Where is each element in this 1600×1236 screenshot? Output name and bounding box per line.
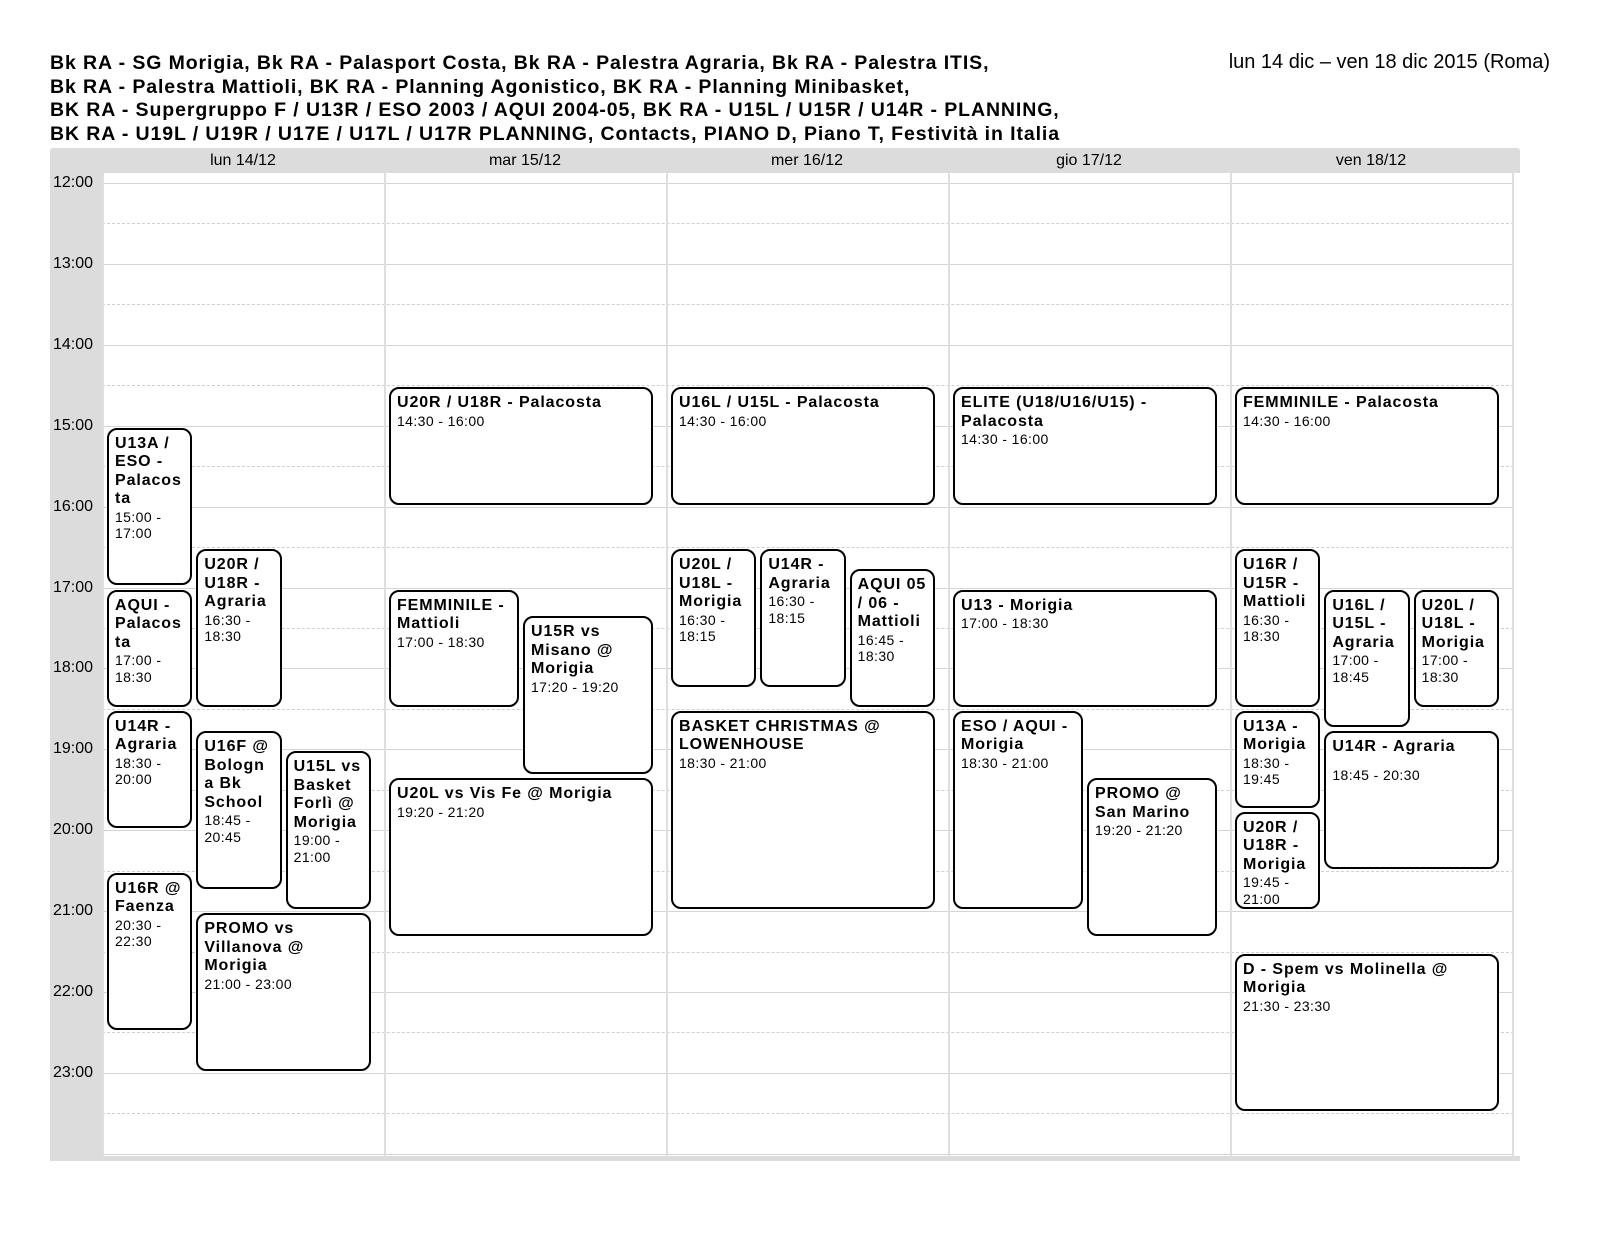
calendar-event[interactable]: [196, 731, 281, 889]
event-time: 16:30 - 18:30: [204, 611, 251, 645]
event-title: U15L vs Basket Forlì @ Morigia: [293, 758, 362, 831]
calendar-event[interactable]: [1235, 711, 1320, 808]
half-hour-line: [102, 385, 1514, 386]
calendar-event[interactable]: [1414, 590, 1499, 707]
event-time: 16:45 - 18:30: [857, 631, 905, 665]
calendar-event[interactable]: [953, 387, 1217, 504]
event-time: 18:45 - 20:45: [204, 812, 251, 845]
event-time: 19:00 - 21:00: [293, 832, 341, 865]
hour-label: 15:00: [53, 416, 94, 434]
calendar-event[interactable]: [1235, 387, 1499, 504]
event-title: FEMMINILE - Mattioli: [397, 596, 505, 632]
event-time: 16:30 - 18:30: [1243, 611, 1290, 645]
day-column-divider: [1512, 173, 1514, 1158]
hour-line: [102, 345, 1514, 346]
event-time: 14:30 - 16:00: [397, 412, 485, 429]
calendar-event[interactable]: [671, 711, 935, 909]
calendar-event[interactable]: [671, 387, 935, 504]
event-time: 21:00 - 23:00: [204, 975, 293, 992]
day-column-divider: [1230, 173, 1232, 1158]
day-header[interactable]: gio 17/12: [1056, 152, 1122, 169]
hour-label: 22:00: [53, 983, 94, 1000]
header-title-line: Bk RA - Palestra Mattioli, BK RA - Planning Agonistico, BK RA - Planning Minibasket,: [50, 75, 911, 98]
day-header[interactable]: mar 15/12: [488, 152, 562, 169]
hour-line: [102, 1154, 1514, 1155]
event-title: U20L / U18L - Morigia: [1421, 596, 1485, 651]
event-time: 18:30 - 19:45: [1243, 754, 1290, 788]
hour-label: 14:00: [53, 335, 94, 353]
calendar-event[interactable]: [286, 751, 371, 909]
half-hour-line: [102, 547, 1514, 548]
event-title: ELITE (U18/U16/U15) - Palacosta: [961, 394, 1148, 430]
event-title: U16R / U15R - Mattioli: [1243, 556, 1307, 611]
event-time: 21:30 - 23:30: [1243, 997, 1331, 1014]
calendar-event[interactable]: [1235, 954, 1499, 1112]
header-title-line: BK RA - Supergruppo F / U13R / ESO 2003 / AQUI 2004-05, BK RA - U15L / U15R / U14R - PLANNING,: [50, 99, 1060, 121]
event-title: U14R - Agraria: [768, 556, 831, 592]
hour-label: 21:00: [53, 902, 94, 920]
event-title: AQUI - Palacosta: [115, 596, 182, 651]
calendar-event[interactable]: [1235, 549, 1320, 707]
event-time: 17:00 - 18:30: [115, 652, 162, 685]
hour-label: 16:00: [53, 497, 94, 515]
event-title: U14R - Agraria: [115, 717, 178, 754]
half-hour-line: [102, 304, 1514, 305]
event-time: 19:20 - 21:20: [1095, 822, 1183, 839]
event-time: 17:20 - 19:20: [531, 678, 619, 695]
calendar-event[interactable]: [1087, 778, 1217, 936]
event-time: 15:00 - 17:00: [115, 508, 162, 542]
day-column-divider: [948, 173, 950, 1158]
event-title: U20R / U18R - Morigia: [1243, 818, 1307, 873]
event-title: U13 - Morigia: [961, 596, 1074, 614]
event-time: 14:30 - 16:00: [961, 431, 1049, 448]
event-title: BASKET CHRISTMAS @ LOWENHOUSE: [679, 717, 881, 754]
calendar-event[interactable]: [1324, 731, 1499, 869]
event-time: 18:30 - 21:00: [961, 754, 1049, 771]
event-time: 17:00 - 18:45: [1332, 652, 1379, 685]
calendar-event[interactable]: [107, 590, 192, 707]
event-time: 17:00 - 18:30: [1421, 652, 1469, 685]
hour-label: 20:00: [53, 821, 94, 839]
hour-label: 12:00: [53, 174, 94, 191]
hour-label: 19:00: [53, 740, 94, 758]
calendar-event[interactable]: [389, 387, 653, 504]
event-title: U20L vs Vis Fe @ Morigia: [397, 785, 613, 803]
event-time: 20:30 - 22:30: [115, 916, 162, 950]
event-title: U14R - Agraria: [1332, 738, 1456, 756]
hour-label: 13:00: [53, 254, 94, 272]
hour-label: 17:00: [53, 578, 94, 596]
calendar-event[interactable]: [107, 873, 192, 1031]
calendar-event[interactable]: [107, 428, 192, 586]
event-title: U16R @ Faenza: [115, 879, 182, 916]
event-title: PROMO @ San Marino: [1095, 785, 1191, 821]
event-title: ESO / AQUI - Morigia: [961, 717, 1069, 754]
header-title: [50, 52, 1160, 146]
event-title: U13A - Morigia: [1243, 717, 1307, 754]
hour-line: [102, 183, 1514, 184]
event-title: PROMO vs Villanova @ Morigia: [204, 920, 305, 975]
header-title-line: BK RA - U19L / U19R / U17E / U17L / U17R PLANNING, Contacts, PIANO D, Piano T, Festività in Italia: [50, 122, 1060, 145]
calendar-event[interactable]: [107, 711, 192, 828]
hour-line: [102, 911, 1514, 912]
day-header[interactable]: ven 18/12: [1335, 152, 1407, 169]
hour-label: 23:00: [53, 1063, 94, 1081]
event-title: U15R vs Misano @ Morigia: [531, 623, 614, 678]
event-title: FEMMINILE - Palacosta: [1243, 394, 1439, 412]
event-time: 16:30 - 18:15: [679, 611, 726, 645]
event-title: U20R / U18R - Agraria: [204, 556, 267, 611]
calendar-event[interactable]: [671, 549, 756, 687]
event-time: 19:45 - 21:00: [1243, 874, 1290, 907]
date-range: lun 14 dic – ven 18 dic 2015 (Roma): [1228, 51, 1550, 73]
grid-bottom-bar: [50, 1156, 1520, 1161]
day-header-row: [50, 148, 1520, 173]
event-title: U20L / U18L - Morigia: [679, 556, 743, 611]
calendar-event[interactable]: [196, 913, 371, 1071]
event-time: 16:30 - 18:15: [768, 593, 815, 626]
event-time: 17:00 - 18:30: [397, 633, 485, 650]
event-title: D - Spem vs Molinella @ Morigia: [1243, 960, 1449, 997]
event-title: U16L / U15L - Palacosta: [679, 394, 880, 412]
calendar-event[interactable]: [196, 549, 281, 707]
hour-line: [102, 507, 1514, 508]
day-column-divider: [384, 173, 386, 1158]
calendar-grid: [50, 148, 1520, 1162]
event-title: AQUI 05 / 06 - Mattioli: [857, 576, 927, 631]
calendar-event[interactable]: [523, 616, 653, 774]
day-header[interactable]: lun 14/12: [210, 152, 276, 169]
calendar-event[interactable]: [760, 549, 845, 687]
event-time: 14:30 - 16:00: [1243, 412, 1331, 429]
day-column-divider: [102, 173, 104, 1158]
event-time: 18:30 - 21:00: [679, 754, 767, 771]
header-title-line: Bk RA - SG Morigia, Bk RA - Palasport Costa, Bk RA - Palestra Agraria, Bk RA - Palestra ITIS,: [50, 52, 990, 74]
calendar-event[interactable]: [1324, 590, 1409, 728]
day-column-divider: [666, 173, 668, 1158]
calendar-event[interactable]: [953, 590, 1217, 707]
day-header[interactable]: mer 16/12: [770, 152, 844, 169]
hour-label: 18:00: [53, 659, 94, 677]
calendar-event[interactable]: [389, 778, 653, 936]
event-time: 17:00 - 18:30: [961, 615, 1049, 631]
half-hour-line: [102, 1113, 1514, 1114]
calendar-event[interactable]: [1235, 812, 1320, 909]
event-time: 14:30 - 16:00: [679, 412, 767, 429]
event-title: U16F @ Bologna Bk School: [204, 738, 269, 811]
calendar-event[interactable]: [850, 569, 935, 707]
event-time: 19:20 - 21:20: [397, 803, 485, 820]
event-title: U16L / U15L - Agraria: [1332, 596, 1395, 651]
event-time: 18:45 - 20:30: [1332, 766, 1421, 783]
event-title: U13A / ESO - Palacosta: [115, 434, 182, 508]
event-title: U20R / U18R - Palacosta: [397, 394, 602, 412]
half-hour-line: [102, 223, 1514, 224]
hour-line: [102, 264, 1514, 265]
event-time: 18:30 - 20:00: [115, 754, 162, 788]
half-hour-line: [102, 709, 1514, 710]
calendar-event[interactable]: [953, 711, 1083, 909]
calendar-event[interactable]: [389, 590, 519, 707]
